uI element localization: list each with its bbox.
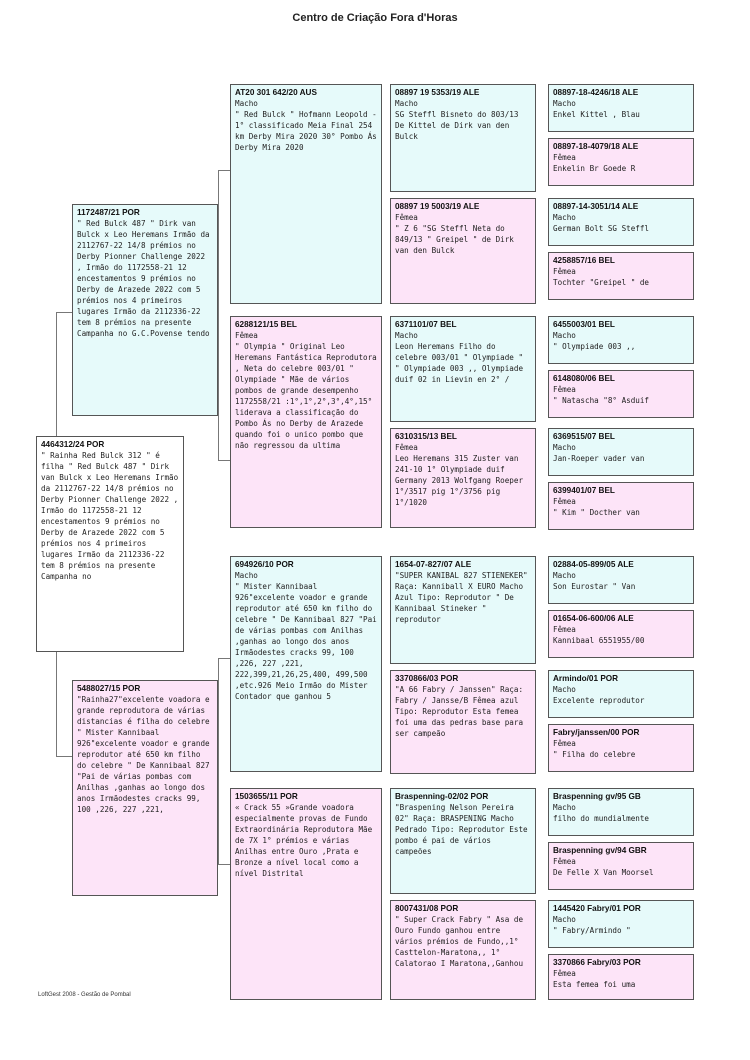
sire-card[interactable] — [72, 204, 218, 416]
sex-label: Macho — [235, 99, 258, 108]
ring-number: 3370866/03 POR — [395, 674, 459, 683]
ring-number: 6310315/13 BEL — [395, 432, 457, 441]
ring-number: 6369515/07 BEL — [553, 432, 615, 441]
description: SG Steffl Bisneto do 803/13 De Kittel de Dirk van den Bulck — [395, 110, 524, 141]
ring-number: Braspenning-02/02 POR — [395, 792, 489, 801]
ring-number: 02884-05-899/05 ALE — [553, 560, 634, 569]
great-grandparent-card[interactable] — [390, 900, 536, 1000]
description: Excelente reprodutor — [553, 696, 645, 705]
description: « Crack 55 »Grande voadora especialmente provas de Fundo Extraordinária Reprodutora Mãe de 7X 1° prémios e várias Anilhas entre Ouro ,Prata e Bronze a nível local como a nível Distrital — [235, 803, 377, 878]
sex-label: Macho — [553, 443, 576, 452]
description: Enkelin Br Goede R — [553, 164, 636, 173]
ring-number: 4258857/16 BEL — [553, 256, 615, 265]
page-title: Centro de Criação Fora d'Horas — [292, 12, 458, 24]
ancestor-card[interactable] — [548, 198, 694, 246]
sex-label: Macho — [553, 803, 576, 812]
ring-number: 1503655/11 POR — [235, 792, 298, 801]
connector-line — [218, 170, 219, 460]
ancestor-card[interactable] — [548, 428, 694, 476]
sex-label: Fêmea — [395, 443, 418, 452]
description: "Rainha27"excelente voadora e grande reprodutora de várias distancias é filha do celebre " Mister Kannibaal 926"excelente voador e grande reprodutor até 650 km filho do celebre " De Kannibaal 827 "Pai de várias pombas com Anilhas ,ganhas ao longo dos anos Irmãodestes cracks 99, 100 ,226, 227 ,221, — [77, 695, 215, 814]
sex-label: Fêmea — [235, 331, 258, 340]
sex-label: Macho — [553, 213, 576, 222]
ring-number: 6148080/06 BEL — [553, 374, 615, 383]
grandparent-card[interactable] — [230, 316, 382, 528]
sex-label: Fêmea — [553, 739, 576, 748]
great-grandparent-card[interactable] — [390, 670, 536, 774]
description: Jan-Roeper vader van — [553, 454, 645, 463]
ring-number: 6399401/07 BEL — [553, 486, 615, 495]
ring-number: 4464312/24 POR — [41, 440, 105, 449]
description: German Bolt SG Steffl — [553, 224, 650, 233]
ancestor-card[interactable] — [548, 556, 694, 604]
ring-number: Fabry/janssen/00 POR — [553, 728, 640, 737]
ring-number: 6371101/07 BEL — [395, 320, 457, 329]
great-grandparent-card[interactable] — [390, 556, 536, 664]
ring-number: Armindo/01 POR — [553, 674, 619, 683]
sex-label: Fêmea — [553, 969, 576, 978]
sex-label: Fêmea — [553, 625, 576, 634]
ancestor-card[interactable] — [548, 252, 694, 300]
connector-line — [56, 312, 72, 313]
ancestor-card[interactable] — [548, 482, 694, 530]
great-grandparent-card[interactable] — [390, 428, 536, 528]
description: De Felle X Van Moorsel — [553, 868, 654, 877]
great-grandparent-card[interactable] — [390, 316, 536, 422]
ancestor-card[interactable] — [548, 316, 694, 364]
description: " Fabry/Armindo " — [553, 926, 631, 935]
great-grandparent-card[interactable] — [390, 788, 536, 894]
description: Esta femea foi uma — [553, 980, 636, 989]
ancestor-card[interactable] — [548, 900, 694, 948]
sex-label: Fêmea — [553, 497, 576, 506]
ring-number: Braspenning gv/94 GBR — [553, 846, 647, 855]
ring-number: 08897 19 5353/19 ALE — [395, 88, 480, 97]
ancestor-card[interactable] — [548, 84, 694, 132]
connector-line — [56, 756, 72, 757]
description: " Super Crack Fabry " Asa de Ouro Fundo ganhou entre vários prémios de Fundo,,1° Casttelon-Maratona,, 1° Calatorao I Maratona,,Ganhou — [395, 915, 528, 968]
connector-line — [218, 460, 230, 461]
connector-line — [218, 658, 230, 659]
sex-label: Fêmea — [553, 385, 576, 394]
description: " Red Bulck " Hofmann Leopold - 1° classificado Meia Final 254 km Derby Mira 2020 30° Pombo Ás Derby Mira 2020 — [235, 110, 382, 152]
ancestor-card[interactable] — [548, 954, 694, 1000]
connector-line — [56, 652, 57, 756]
connector-line — [218, 170, 230, 171]
subject-card[interactable] — [36, 436, 184, 652]
ring-number: 08897-18-4246/18 ALE — [553, 88, 639, 97]
ancestor-card[interactable] — [548, 138, 694, 186]
description: "A 66 Fabry / Janssen" Raça: Fabry / Jansse/B Fêmea azul Tipo: Reprodutor Esta femea foi uma das pedras base para ser campeão — [395, 685, 528, 738]
sex-label: Fêmea — [553, 153, 576, 162]
ancestor-card[interactable] — [548, 788, 694, 836]
sex-label: Fêmea — [553, 857, 576, 866]
grandparent-card[interactable] — [230, 788, 382, 1000]
grandparent-card[interactable] — [230, 556, 382, 772]
description: Leon Heremans Filho do celebre 003/01 " Olympiade " " Olympiade 003 ,, Olympiade duif 02 in Lievin en 2° / — [395, 342, 528, 384]
ring-number: Braspenning gv/95 GB — [553, 792, 641, 801]
ancestor-card[interactable] — [548, 610, 694, 658]
connector-line — [218, 864, 230, 865]
sex-label: Macho — [553, 99, 576, 108]
ring-number: 01654-06-600/06 ALE — [553, 614, 634, 623]
description: " Mister Kannibaal 926"excelente voador e grande reprodutor até 650 km filho do celebre " De Kannibaal 827 "Pai de várias pombas com Anilhas ,ganhas ao longo dos anos Irmãodestes cracks 99, 100 ,226, 227 ,221, 222,399,21,26,25,400, 499,500 ,etc.926 Meio Irmão do Mister Contador que ganhou 5 — [235, 582, 382, 701]
description: Leo Heremans 315 Zuster van 241-10 1° Olympiade duif Germany 2013 Wolfgang Roeper 1°/3517 pig 1°/3756 pig 1°/1020 — [395, 454, 528, 507]
sex-label: Macho — [395, 99, 418, 108]
description: " Olympiade 003 ,, — [553, 342, 636, 351]
description: Enkel Kittel , Blau — [553, 110, 640, 119]
ancestor-card[interactable] — [548, 670, 694, 718]
sex-label: Macho — [553, 571, 576, 580]
ring-number: 694926/10 POR — [235, 560, 294, 569]
ring-number: 8007431/08 POR — [395, 904, 459, 913]
great-grandparent-card[interactable] — [390, 198, 536, 304]
ring-number: AT20 301 642/20 AUS — [235, 88, 317, 97]
ring-number: 1445420 Fabry/01 POR — [553, 904, 641, 913]
sex-label: Macho — [395, 331, 418, 340]
dam-card[interactable] — [72, 680, 218, 896]
ring-number: 5488027/15 POR — [77, 684, 141, 693]
sex-label: Macho — [553, 915, 576, 924]
description: filho do mundialmente — [553, 814, 650, 823]
ancestor-card[interactable] — [548, 370, 694, 418]
sex-label: Fêmea — [553, 267, 576, 276]
sex-label: Macho — [553, 685, 576, 694]
ring-number: 08897-14-3051/14 ALE — [553, 202, 639, 211]
connector-line — [218, 658, 219, 864]
description: "SUPER KANIBAL 827 STIENEKER" Raça: Kanniball X EURO Macho Azul Tipo: Reprodutor " De Kannibaal Stineker " reprodutor — [395, 571, 533, 624]
ancestor-card[interactable] — [548, 842, 694, 890]
ring-number: 3370866 Fabry/03 POR — [553, 958, 641, 967]
ring-number: 6288121/15 BEL — [235, 320, 297, 329]
footer-credit: LoftGest 2008 - Gestão de Pombal — [38, 992, 131, 998]
description: " Z 6 "SG Steffl Neta do 849/13 " Greipel " de Dirk van den Bulck — [395, 224, 519, 255]
grandparent-card[interactable] — [230, 84, 382, 304]
description: " Filha do celebre — [553, 750, 636, 759]
sex-label: Fêmea — [395, 213, 418, 222]
sex-label: Macho — [553, 331, 576, 340]
description: " Olympia " Original Leo Heremans Fantástica Reprodutora , Neta do celebre 003/01 " Olympiade " Mãe de vários pombos de grande desempenho 1172558/21 :1°,1°,2°,3°,4°,15° liderava a classificação do Pombo Ás no Derby de Arazede quando foi o unico pombo que não regressou da ultima — [235, 342, 382, 450]
description: " Natascha "8° Asduif — [553, 396, 650, 405]
sex-label: Macho — [235, 571, 258, 580]
ring-number: 1172487/21 POR — [77, 208, 140, 217]
description: "Braspening Nelson Pereira 02" Raça: BRASPENING Macho Pedrado Tipo: Reprodutor Este pombo é pai de vários campeões — [395, 803, 533, 856]
ring-number: 6455003/01 BEL — [553, 320, 615, 329]
great-grandparent-card[interactable] — [390, 84, 536, 192]
ring-number: 1654-07-827/07 ALE — [395, 560, 472, 569]
description: " Rainha Red Bulck 312 " é filha " Red Bulck 487 " Dirk van Bulck x Leo Heremans Irmão da 2112767-22 14/8 prémios no Derby Pionner Challenge 2022 , Irmão do 1172558-21 12 encestamentos 9 prémios no Derby de Arazede 2022 com 5 prémios nos 4 primeiros lugares Irmão da 2112336-22 tem 8 prémios na presente Campanha no — [41, 451, 183, 581]
ancestor-card[interactable] — [548, 724, 694, 772]
description: Son Eurostar " Van — [553, 582, 636, 591]
description: " Kim " Docther van — [553, 508, 640, 517]
ring-number: 08897 19 5003/19 ALE — [395, 202, 480, 211]
description: Tochter "Greipel " de — [553, 278, 650, 287]
ring-number: 08897-18-4079/18 ALE — [553, 142, 639, 151]
description: Kannibaal 6551955/00 — [553, 636, 645, 645]
description: " Red Bulck 487 " Dirk van Bulck x Leo Heremans Irmão da 2112767-22 14/8 prémios no Derby Pionner Challenge 2022 , Irmão do 1172558-21 12 encestamentos 9 prémios no Derby de Arazede 2022 com 5 prémios nos 4 primeiros lugares Irmão da 2112336-22 tem 8 prémios na presente Campanha no G.C.Povense tendo — [77, 219, 215, 338]
connector-line — [56, 312, 57, 436]
